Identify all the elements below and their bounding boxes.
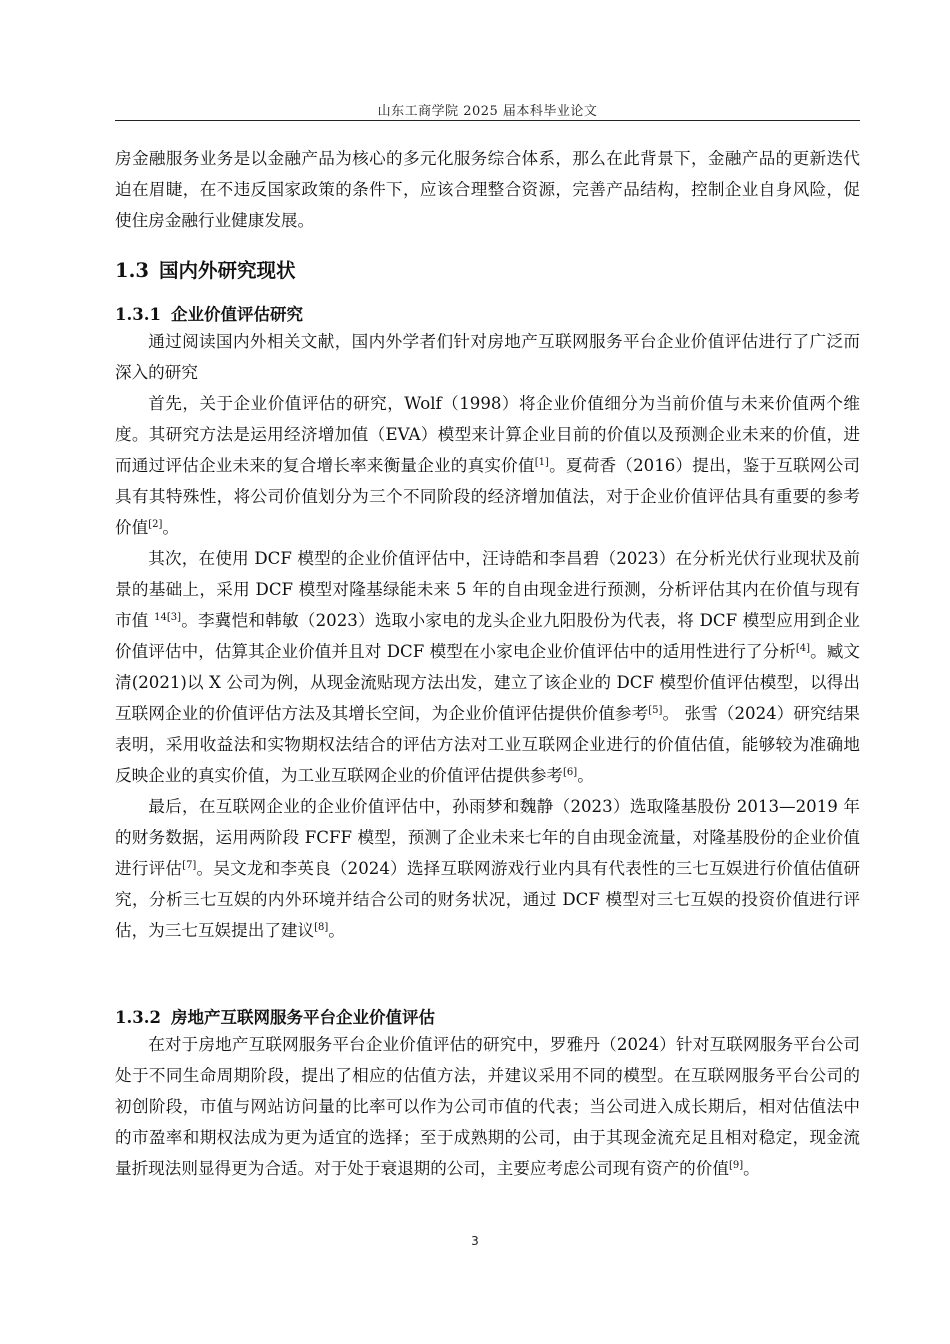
running-header: 山东工商学院 2025 届本科毕业论文 — [377, 104, 598, 119]
page-number: 3 — [471, 1234, 479, 1248]
subsection-heading-1 — [115, 301, 303, 325]
subsection-number-2: 1.3.2 — [115, 1008, 161, 1027]
paragraph: 通过阅读国内外相关文献，国内外学者们针对房地产互联网服务平台企业价值评估进行了广泛而深入的研究 — [115, 332, 860, 382]
citation: [9] — [728, 1160, 744, 1171]
subsection-1-body — [115, 326, 860, 946]
paragraph: 在对于房地产互联网服务平台企业价值评估的研究中，罗雅丹（2024）针对互联网服务平台公司处于不同生命周期阶段，提出了相应的估值方法，并建议采用不同的模型。在互联网服务平台公司的初创阶段，市值与网站访问量的比率可以作为公司市值的代表；当公司进入成长期后，相对估值法中的市盈率和期权法成为更为适宜的选择；至于成熟期的公司，由于其现金流充足且相对稳定，现金流量折现法则显得更为合适。对于处于衰退期的公司，主要应考虑公司现有资产的价值[9]。 — [115, 1035, 860, 1178]
citation: [8] — [314, 922, 329, 933]
citation: [7] — [182, 860, 197, 871]
citation: [5] — [648, 705, 663, 716]
citation: [2] — [148, 519, 163, 530]
subsection-number-1: 1.3.1 — [115, 305, 161, 324]
section-heading — [115, 255, 295, 283]
citation: [1] — [534, 457, 549, 468]
intro-paragraph: 房金融服务业务是以金融产品为核心的多元化服务综合体系，那么在此背景下，金融产品的更新迭代迫在眉睫，在不违反国家政策的条件下，应该合理整合资源，完善产品结构，控制企业自身风险，促使住房金融行业健康发展。 — [115, 149, 860, 230]
paragraph: 其次，在使用 DCF 模型的企业价值评估中，汪诗皓和李昌碧（2023）在分析光伏行业现状及前景的基础上，采用 DCF 模型对隆基绿能未来 5 年的自由现金进行预测，分析评估其内在价值与现有市值 $^{14[3]}$。李冀恺和韩敏（2023）选取小家电的龙头企业九阳股份为代表，将 DCF 模型应用到企业价值评估中，估算其企业价值并且对 DCF 模型在小家电企业价值评估中的适用性进行了分析[4]。臧文清(2021)以 X 公司为例，从现金流贴现方法出发，建立了该企业的 DCF 模型价值评估模型，以得出互联网企业的价值评估方法及其增长空间，为企业价值评估提供价值参考[5]。 张雪（2024）研究结果表明，采用收益法和实物期权法结合的评估方法对工业互联网企业进行的价值估值，能够较为准确地反映企业的真实价值，为工业互联网企业的价值评估提供参考[6]。 — [115, 549, 861, 785]
subsection-2-body — [115, 1029, 860, 1184]
paragraph: 首先，关于企业价值评估的研究，Wolf（1998）将企业价值细分为当前价值与未来价值两个维度。其研究方法是运用经济增加值（EVA）模型来计算企业目前的价值以及预测企业未来的价值，进而通过评估企业未来的复合增长率来衡量企业的真实价值[1]。夏荷香（2016）提出，鉴于互联网公司具有其特殊性，将公司价值划分为三个不同阶段的经济增加值法，对于企业价值评估具有重要的参考价值[2]。 — [115, 394, 861, 537]
section-title: 国内外研究现状 — [158, 259, 296, 282]
subsection-title-1: 企业价值评估研究 — [170, 305, 303, 324]
intro-block — [115, 143, 860, 236]
paragraph: 最后，在互联网企业的企业价值评估中，孙雨梦和魏静（2023）选取隆基股份 2013—2019 年的财务数据，运用两阶段 FCFF 模型，预测了企业未来七年的自由现金流量，对隆基股份的企业价值进行评估[7]。吴文龙和李英良（2024）选择互联网游戏行业内具有代表性的三七互娱进行价值估值研究，分析三七互娱的内外环境并结合公司的财务状况，通过 DCF 模型对三七互娱的投资价值进行评估，为三七互娱提出了建议[8]。 — [115, 797, 861, 940]
citation: [6] — [563, 767, 578, 778]
header-rule — [115, 120, 860, 121]
subsection-heading-2 — [115, 1004, 435, 1028]
section-number: 1.3 — [115, 259, 149, 282]
citation: [4] — [795, 643, 811, 654]
subsection-title-2: 房地产互联网服务平台企业价值评估 — [170, 1008, 435, 1027]
citation: 14[3] — [154, 612, 181, 623]
